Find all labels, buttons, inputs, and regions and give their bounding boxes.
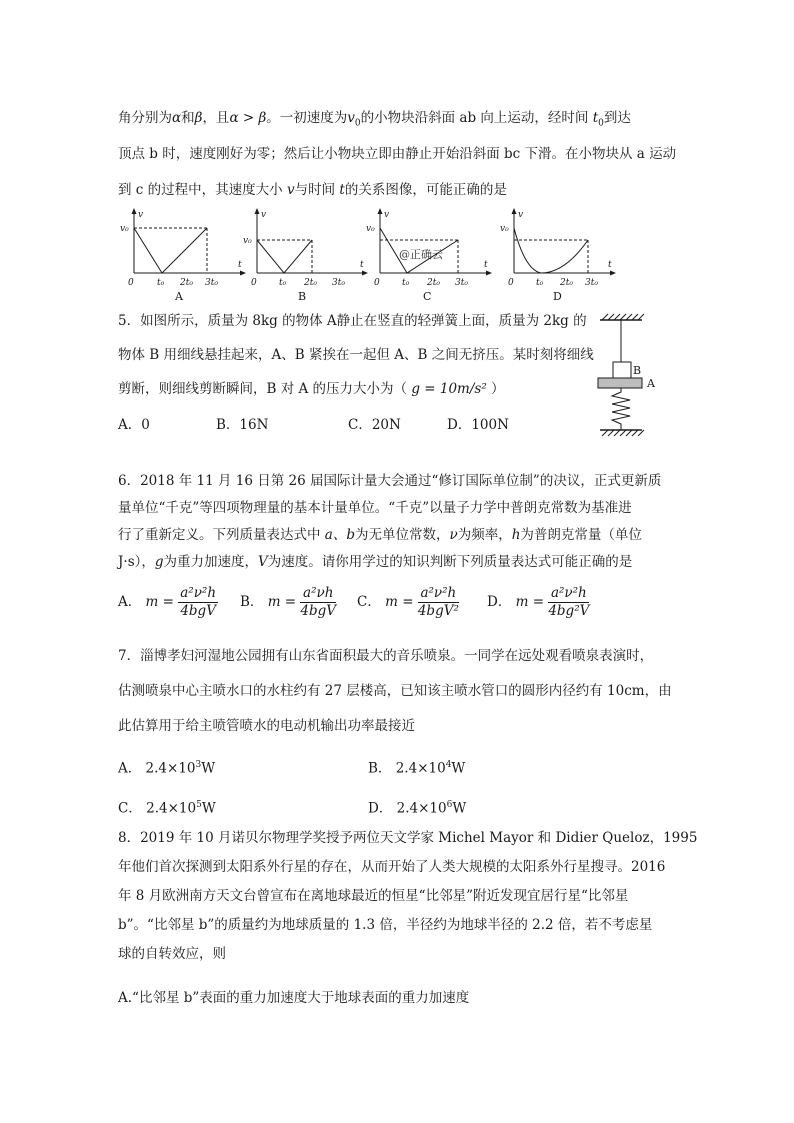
q8-line-5: 球的自转效应，则 — [118, 946, 226, 962]
graph-d-origin: 0 — [508, 278, 514, 288]
q7-option-a: A． $2.4\times 10^3W$ — [118, 760, 216, 777]
graph-c-tick-3t0: 3t₀ — [455, 278, 468, 288]
q8-option-a: A.“比邻星 b”表面的重力加速度大于地球表面的重力加速度 — [118, 990, 470, 1006]
q6-line-1: 6．2018 年 11 月 16 日第 26 届国际计量大会通过“修订国际单位制”的决议，正式更新质 — [118, 473, 662, 489]
graph-a-origin: 0 — [128, 278, 134, 288]
graph-d-curve — [514, 228, 588, 273]
graph-b-v0: v₀ — [243, 236, 252, 246]
graph-a-tick-3t0: 3t₀ — [205, 278, 218, 288]
q8-line-2: 年他们首次探测到太阳系外行星的存在，从而开始了人类大规模的太阳系外行星搜寻。2016 — [118, 859, 666, 875]
graph-a-label: A — [175, 290, 183, 303]
q7-option-b: B． $2.4\times 10^4W$ — [368, 760, 466, 777]
graph-a-t-label: t — [238, 260, 242, 270]
q5-line-2: 物体 B 用细线悬挂起来，A、B 紧挨在一起但 A、B 之间无挤压。某时刻将细线 — [118, 347, 594, 363]
graph-d-t-label: t — [608, 260, 612, 270]
q6-option-d: D． m = $\frac{\text{a²ν²h}}{\text{4bg²V}}$ — [487, 585, 590, 619]
graph-b-origin: 0 — [251, 278, 257, 288]
q8-line-4: b”。“比邻星 b”的质量约为地球质量的 1.3 倍，半径约为地球半径的 2.2 倍，若不考虑星 — [118, 917, 653, 933]
q5-option-c: C．20N — [348, 417, 401, 433]
graph-a-tick-t0: t₀ — [157, 278, 165, 288]
graph-d-v-label: v — [518, 210, 524, 220]
vt-graphs — [0, 205, 794, 305]
graph-c-label: C — [423, 290, 432, 303]
q6-option-a: A． m = $\frac{\text{a²ν²h}}{\text{4bgV}}$ — [118, 585, 217, 619]
graph-d-tick-3t0: 3t₀ — [585, 278, 598, 288]
q6-line-2: 量单位“千克”等四项物理量的基本计量单位。“千克”以量子力学中普朗克常数为基准进 — [118, 500, 632, 516]
label-a: A — [647, 377, 655, 390]
graph-d-v0: v₀ — [500, 224, 509, 234]
q7-line-3: 此估算用于给主喷管喷水的电动机输出功率最接近 — [118, 718, 415, 734]
q4-line-2: 顶点 b 时，速度刚好为零；然后让小物块立即由静止开始沿斜面 bc 下滑。在小物块从 a 运动 — [118, 146, 677, 162]
q6-line-4: J·s），g为重力加速度，V为速度。请你用学过的知识判断下列质量表达式可能正确的是 — [118, 554, 633, 570]
graph-a-tick-2t0: 2t₀ — [180, 278, 193, 288]
q5-option-b: B．16N — [216, 417, 269, 433]
q6-line-3: 行了重新定义。下列质量表达式中 a、b为无单位常数，ν为频率，h为普朗克常量（单位 — [118, 527, 642, 543]
graph-b-tick-3t0: 3t₀ — [332, 278, 345, 288]
graph-c-t-label: t — [484, 260, 488, 270]
q8-line-1: 8．2019 年 10 月诺贝尔物理学奖授予两位天文学家 Michel Mayor 和 Didier Queloz，1995 — [118, 830, 698, 846]
graph-c-v0: v₀ — [366, 224, 375, 234]
graph-b-t-label: t — [360, 260, 364, 270]
block-a — [598, 378, 642, 388]
graph-d-tick-t0: t₀ — [536, 278, 544, 288]
graph-a-v0: v₀ — [120, 224, 129, 234]
q5-line-1: 5．如图所示，质量为 8kg 的物体 A静止在竖直的轻弹簧上面，质量为 2kg 的 — [118, 313, 587, 329]
graph-d-tick-2t0: 2t₀ — [560, 278, 573, 288]
q6-option-b: B． m = $\frac{\text{a²νh}}{\text{4bgV}}$ — [240, 585, 337, 619]
graph-c-origin: 0 — [374, 278, 380, 288]
watermark: @正确云 — [399, 248, 443, 261]
q6-option-c: C． m = $\frac{\text{a²ν²h}}{\text{4bgV²}}$ — [357, 585, 459, 619]
graph-b-label: B — [298, 290, 307, 303]
graph-c-tick-2t0: 2t₀ — [427, 278, 440, 288]
q8-line-3: 年 8 月欧洲南方天文台曾宣布在离地球最近的恒星“比邻星”附近发现宜居行星“比邻星 — [118, 888, 629, 904]
q5-line-3: 剪断，则细线剪断瞬间，B 对 A 的压力大小为（ g = 10m/s² ） — [118, 381, 505, 397]
graph-a-v-label: v — [138, 210, 144, 220]
q7-option-c: C． $2.4\times 10^5W$ — [118, 800, 216, 817]
label-b: B — [633, 364, 642, 377]
graph-c-tick-t0: t₀ — [402, 278, 410, 288]
spring-figure — [592, 310, 672, 440]
block-b — [613, 362, 631, 378]
graph-c-v-label: v — [384, 210, 390, 220]
graph-b-tick-t0: t₀ — [279, 278, 287, 288]
q7-option-d: D． $2.4\times 10^6W$ — [368, 800, 467, 817]
q7-line-1: 7．淄博孝妇河湿地公园拥有山东省面积最大的音乐喷泉。一同学在远处观看喷泉表演时， — [118, 648, 654, 664]
graph-b-v-label: v — [261, 210, 267, 220]
graph-b-curve — [257, 240, 312, 273]
graph-b-tick-2t0: 2t₀ — [304, 278, 317, 288]
spring — [612, 388, 630, 430]
q5-option-d: D．100N — [447, 417, 509, 433]
graph-d-label: D — [553, 290, 562, 303]
q7-line-2: 估测喷泉中心主喷水口的水柱约有 27 层楼高，已知该主喷水管口的圆形内径约有 10cm，由 — [118, 683, 672, 699]
q4-line-3: 到 c 的过程中，其速度大小 v与时间 t的关系图像，可能正确的是 — [118, 182, 507, 198]
q4-line-1: 角分别为α和β，且α > β。一初速度为$v_0$的小物块沿斜面 ab 向上运动，经时间 $t_0$到达 — [118, 110, 631, 129]
graph-a-curve — [134, 228, 207, 273]
q5-option-a: A．0 — [118, 417, 150, 433]
